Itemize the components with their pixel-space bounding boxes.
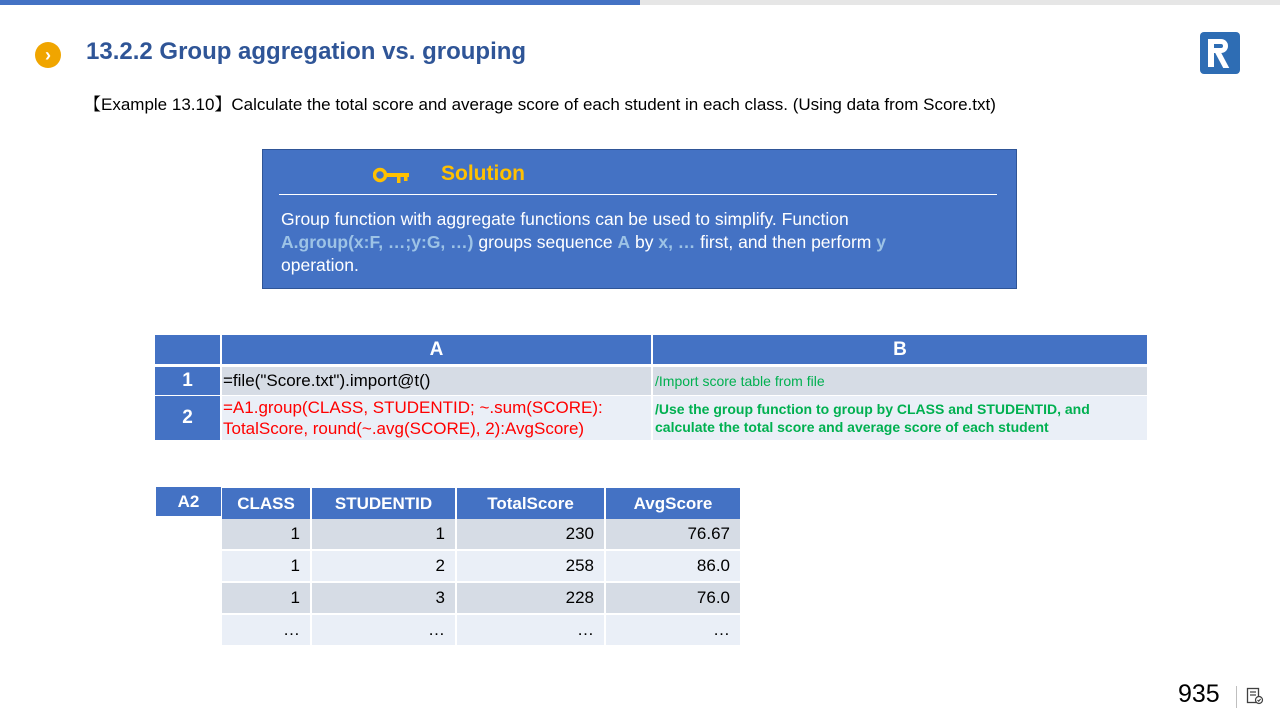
result-header-studentid: STUDENTID [311,488,456,519]
solution-var-x: x, … [658,232,696,252]
column-header-b[interactable]: B [653,335,1147,364]
solution-box [262,149,1017,289]
r-logo-icon [1200,32,1240,74]
table-cell: … [605,614,740,646]
solution-mid3: first, and then perform [695,232,877,252]
solution-line3: operation. [281,255,359,275]
solution-text [281,208,1001,277]
solution-divider [279,194,997,195]
solution-mid1: groups sequence [473,232,618,252]
column-header-a[interactable]: A [222,335,651,364]
result-header-avgscore: AvgScore [605,488,740,519]
table-cell: 76.0 [605,582,740,614]
table-cell: 1 [222,582,311,614]
table-cell: 2 [311,550,456,582]
notes-icon[interactable] [1246,687,1264,705]
solution-line1: Group function with aggregate functions can be used to simplify. Function [281,209,849,229]
result-cell-label: A2 [156,487,221,516]
key-icon [373,165,411,185]
row-number-1[interactable]: 1 [155,367,220,395]
table-cell: 258 [456,550,605,582]
cell-a1[interactable]: =file("Score.txt").import@t() [222,367,651,395]
grid-corner-cell [155,335,220,364]
table-cell: 228 [456,582,605,614]
solution-var-y: y [876,232,886,252]
table-cell: … [456,614,605,646]
cell-b1[interactable]: /Import score table from file [653,367,1147,395]
solution-var-a: A [617,232,631,252]
page-number: 935 [1178,680,1220,708]
solution-code-call: A.group(x:F, …;y:G, …) [281,232,474,252]
solution-mid2: by [630,232,659,252]
footer-divider [1236,686,1237,708]
table-cell: 86.0 [605,550,740,582]
table-row [222,614,740,646]
table-cell: … [222,614,311,646]
table-cell: 3 [311,582,456,614]
table-row [222,582,740,614]
table-cell: … [311,614,456,646]
cell-a2[interactable]: =A1.group(CLASS, STUDENTID; ~.sum(SCORE): TotalScore, round(~.avg(SCORE), 2):AvgScore) [222,396,651,440]
table-cell: 1 [222,519,311,550]
table-cell: 230 [456,519,605,550]
table-cell: 1 [311,519,456,550]
top-progress-track [640,0,1280,5]
result-header-totalscore: TotalScore [456,488,605,519]
table-cell: 76.67 [605,519,740,550]
page-title: 13.2.2 Group aggregation vs. grouping [86,38,527,65]
row-number-2[interactable]: 2 [155,396,220,440]
solution-title: Solution [441,162,525,185]
table-row [222,550,740,582]
result-table [222,488,740,647]
cell-b2[interactable]: /Use the group function to group by CLASS and STUDENTID, and calculate the total score and average score of each student [653,396,1147,440]
table-row [222,519,740,550]
result-header-row [222,488,740,519]
top-progress-bar [0,0,640,5]
result-header-class: CLASS [222,488,311,519]
chevron-right-icon: › [35,42,61,68]
table-cell: 1 [222,550,311,582]
example-text: 【Example 13.10】Calculate the total score and average score of each student in each class. (Using data from Score.txt) [84,95,996,114]
